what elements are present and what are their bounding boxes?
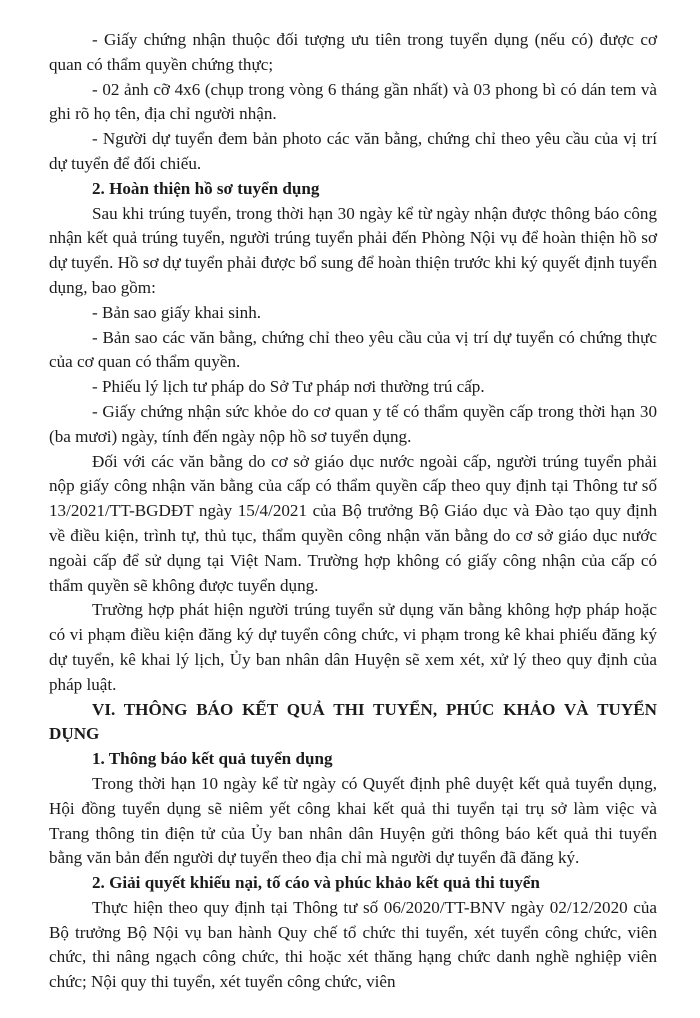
bullet-health-certificate: - Giấy chứng nhận sức khỏe do cơ quan y tế có thẩm quyền cấp trong thời hạn 30 (ba mươi) ngày, tính đến ngày nộp hồ sơ tuyển dụng.	[49, 401, 657, 446]
heading-complete-dossier: 2. Hoàn thiện hồ sơ tuyển dụng	[92, 178, 320, 198]
bullet-birth-certificate: - Bản sao giấy khai sinh.	[92, 302, 262, 322]
para-results-notice: Trong thời hạn 10 ngày kể từ ngày có Quyết định phê duyệt kết quả tuyển dụng, Hội đồng tuyển dụng sẽ niêm yết công khai kết quả thi tuyển tại trụ sở làm việc và Trang thông tin điện tử của Ủy ban nhân dân Huyện gửi thông báo kết quả thi tuyển bằng văn bản đến người dự tuyển theo địa chỉ mà người dự tuyển đã đăng ký.	[49, 773, 657, 868]
bullet-priority-certificate: - Giấy chứng nhận thuộc đối tượng ưu tiên trong tuyển dụng (nếu có) được cơ quan có thẩm quyền chứng thực;	[49, 30, 657, 74]
section-vi-results: VI. THÔNG BÁO KẾT QUẢ THI TUYỂN, PHÚC KHẢO VÀ TUYỂN DỤNG	[49, 699, 657, 744]
heading-complaints: 2. Giải quyết khiếu nại, tố cáo và phúc khảo kết quả thi tuyển	[92, 873, 540, 893]
para-invalid-diplomas: Trường hợp phát hiện người trúng tuyển sử dụng văn bằng không hợp pháp hoặc có vi phạm điều kiện đăng ký dự tuyển công chức, vi phạm trong kê khai phiếu đăng ký dự tuyển, kê khai lý lịch, Ủy ban nhân dân Huyện sẽ xem xét, xử lý theo quy định của pháp luật.	[49, 600, 657, 694]
bullet-photocopies: - Người dự tuyển đem bản photo các văn bằng, chứng chỉ theo yêu cầu của vị trí dự tuyển để đối chiếu.	[49, 129, 657, 173]
para-foreign-diplomas: Đối với các văn bằng do cơ sở giáo dục nước ngoài cấp, người trúng tuyển phải nộp giấy công nhận văn bằng của cấp có thẩm quyền cấp theo quy định tại Thông tư số 13/2021/TT-BGDĐT ngày 15/4/2021 của Bộ trưởng Bộ Giáo dục và Đào tạo quy định về điều kiện, trình tự, thủ tục, thẩm quyền công nhận văn bằng do cơ sở giáo dục nước ngoài cấp để sử dụng tại Việt Nam. Trường hợp không có giấy công nhận của cấp có thẩm quyền sẽ không được tuyển dụng.	[49, 451, 657, 595]
heading-results-notice: 1. Thông báo kết quả tuyển dụng	[92, 749, 333, 769]
bullet-photos-envelopes: - 02 ảnh cỡ 4x6 (chụp trong vòng 6 tháng gần nhất) và 03 phong bì có dán tem và ghi rõ họ tên, địa chỉ người nhận.	[49, 79, 657, 124]
bullet-diplomas-copies: - Bản sao các văn bằng, chứng chỉ theo yêu cầu của vị trí dự tuyển có chứng thực của cơ quan có thẩm quyền.	[49, 327, 657, 372]
para-after-selection: Sau khi trúng tuyển, trong thời hạn 30 ngày kể từ ngày nhận được thông báo công nhận kết quả trúng tuyển, người trúng tuyển phải đến Phòng Nội vụ để hoàn thiện hồ sơ dự tuyển. Hồ sơ dự tuyển phải được bổ sung để hoàn thiện trước khi ký quyết định tuyển dụng, bao gồm:	[49, 203, 657, 297]
bullet-judicial-record: - Phiếu lý lịch tư pháp do Sở Tư pháp nơi thường trú cấp.	[92, 377, 485, 397]
para-complaints: Thực hiện theo quy định tại Thông tư số 06/2020/TT-BNV ngày 02/12/2020 của Bộ trưởng Bộ Nội vụ ban hành Quy chế tổ chức thi tuyển, xét tuyển công chức, viên chức, thi nâng ngạch công chức, thi hoặc xét thăng hạng chức danh nghề nghiệp viên chức; Nội quy thi tuyển, xét tuyển công chức, viên	[49, 897, 657, 992]
